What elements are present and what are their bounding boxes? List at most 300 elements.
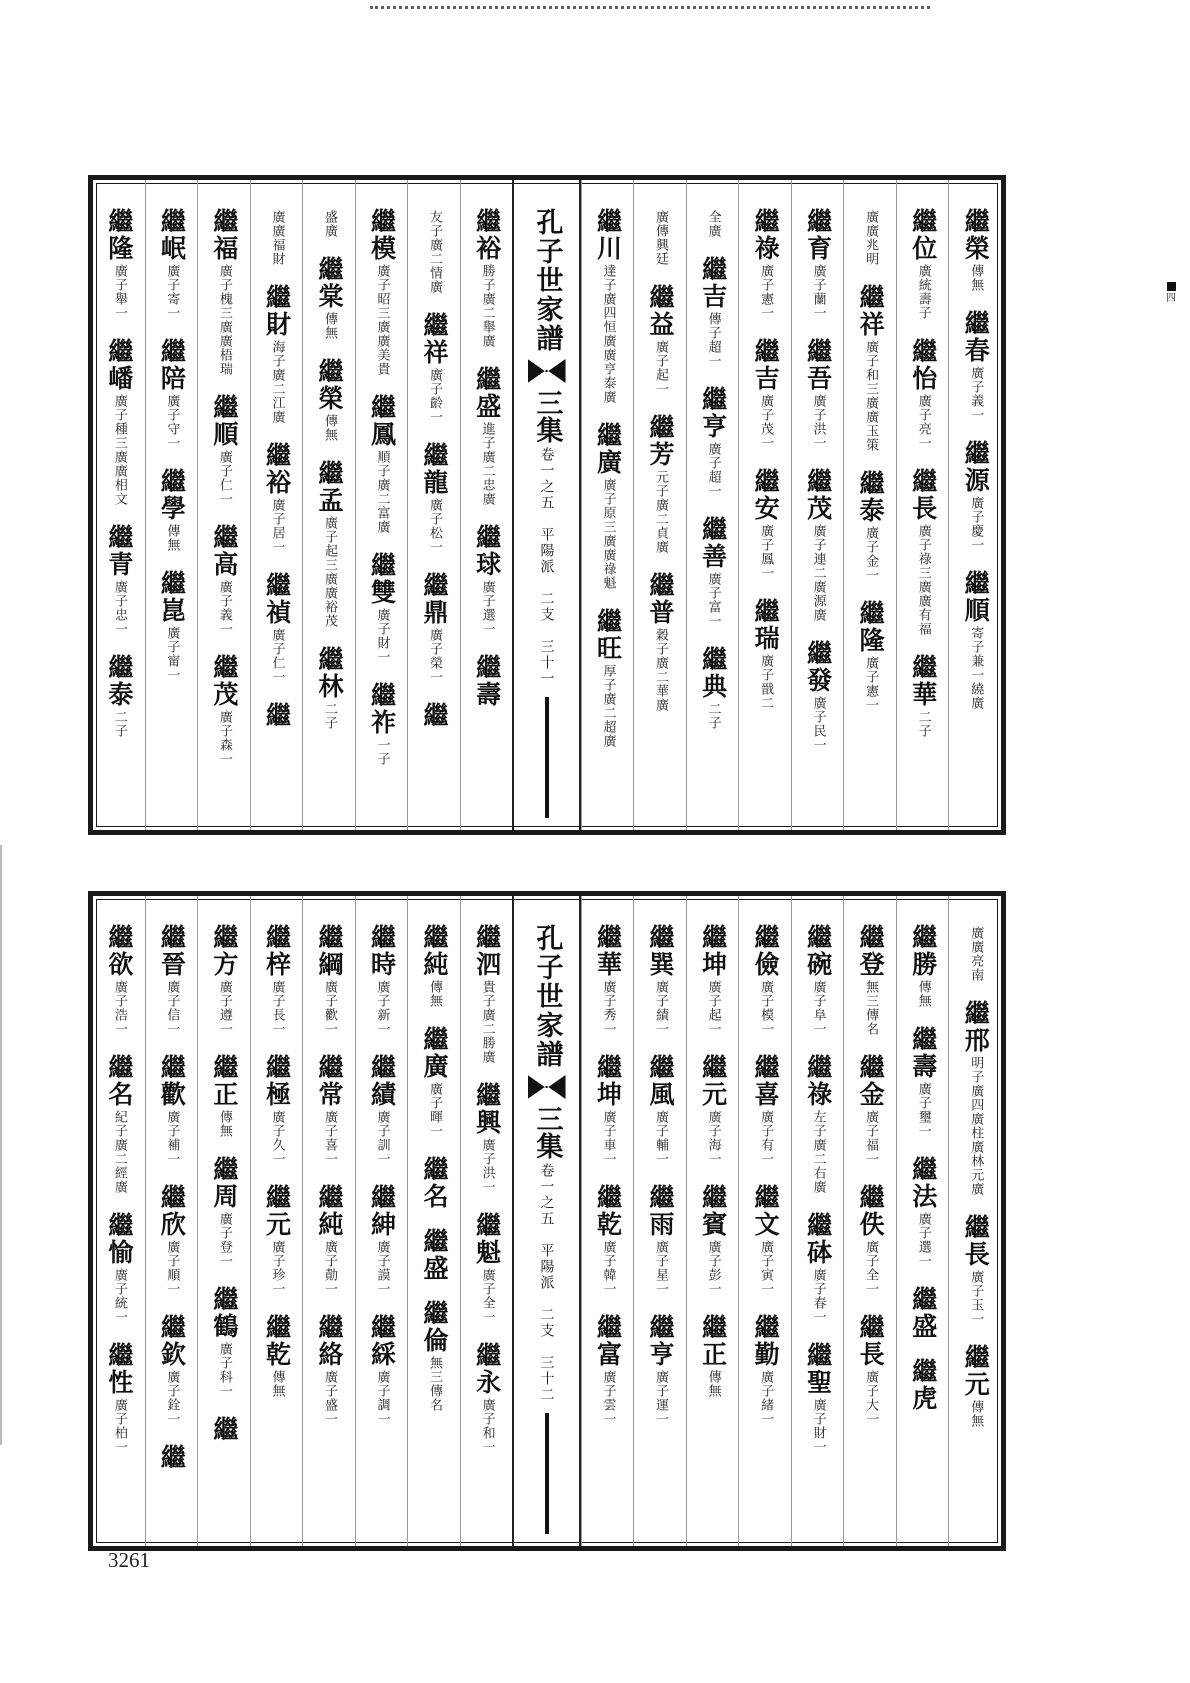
name-column bbox=[633, 180, 686, 830]
genealogy-entry bbox=[210, 1054, 238, 1138]
genealogy-entry bbox=[804, 208, 832, 320]
lineage-note: 廣子緒一 bbox=[758, 1370, 774, 1426]
lineage-note: 廣子遵一 bbox=[216, 980, 232, 1036]
name-column bbox=[250, 180, 303, 830]
lineage-note: 廣廣兆明 bbox=[863, 210, 879, 266]
person-name: 繼永 bbox=[472, 1342, 502, 1396]
person-name: 繼愉 bbox=[104, 1212, 134, 1266]
genealogy-entry bbox=[210, 208, 238, 376]
person-name: 繼吉 bbox=[698, 256, 728, 310]
person-name: 繼儉 bbox=[751, 924, 781, 978]
person-name: 繼高 bbox=[209, 524, 239, 578]
person-name: 繼乾 bbox=[262, 1314, 292, 1368]
lineage-note: 傳無 bbox=[705, 1370, 721, 1398]
lineage-note: 廣子韓一 bbox=[600, 1240, 616, 1296]
name-column bbox=[93, 180, 145, 830]
person-name: 繼文 bbox=[751, 1184, 781, 1238]
person-name: 繼祚 bbox=[367, 682, 397, 736]
person-name: 繼絡 bbox=[314, 1314, 344, 1368]
genealogy-entry bbox=[473, 924, 501, 1064]
person-name: 繼 bbox=[262, 702, 292, 729]
lineage-note: 海子廣二江廣 bbox=[269, 340, 285, 424]
genealogy-entry bbox=[699, 924, 727, 1036]
lineage-note: 廣子補一 bbox=[164, 1110, 180, 1166]
person-name: 繼源 bbox=[961, 440, 991, 494]
genealogy-entry bbox=[210, 1416, 238, 1443]
lineage-note: 廣子財一 bbox=[374, 608, 390, 664]
lineage-note: 廣子福一 bbox=[863, 1110, 879, 1166]
lineage-note: 廣子珍一 bbox=[269, 1240, 285, 1296]
genealogy-entry bbox=[105, 1212, 133, 1324]
genealogy-entry bbox=[210, 524, 238, 636]
genealogy-entry bbox=[856, 1054, 884, 1166]
center-rule bbox=[545, 1413, 549, 1534]
name-column bbox=[302, 896, 355, 1546]
person-name: 繼元 bbox=[698, 1054, 728, 1108]
genealogy-entry bbox=[157, 208, 185, 320]
genealogy-entry bbox=[594, 422, 622, 590]
lineage-note: 廣子起三廣廣裕茂 bbox=[321, 516, 337, 628]
genealogy-entry bbox=[473, 654, 501, 708]
lineage-note: 左子廣二右廣 bbox=[810, 1110, 826, 1194]
person-name: 繼元 bbox=[961, 1344, 991, 1398]
person-name: 繼華 bbox=[908, 654, 938, 708]
person-name: 繼鳳 bbox=[367, 394, 397, 448]
genealogy-entry bbox=[961, 440, 989, 552]
lineage-note: 廣子森一 bbox=[216, 710, 232, 766]
genealogy-entry bbox=[420, 442, 448, 554]
person-name: 繼砵 bbox=[803, 1212, 833, 1266]
person-name: 繼盛 bbox=[908, 1286, 938, 1340]
person-name: 繼茂 bbox=[209, 654, 239, 708]
genealogy-entry bbox=[594, 608, 622, 748]
genealogy-entry bbox=[368, 208, 396, 376]
person-name: 繼喜 bbox=[751, 1054, 781, 1108]
lineage-note: 廣子信一 bbox=[164, 980, 180, 1036]
person-name: 繼廣 bbox=[420, 1026, 450, 1080]
header-column bbox=[512, 180, 580, 830]
lineage-note: 廣子全一 bbox=[479, 1268, 495, 1324]
lineage-note: 廣子大一 bbox=[863, 1370, 879, 1426]
genealogy-entry bbox=[751, 338, 779, 450]
person-name: 繼紳 bbox=[367, 1184, 397, 1238]
name-column bbox=[460, 896, 513, 1546]
genealogy-entry bbox=[909, 924, 937, 1008]
genealogy-entry bbox=[967, 924, 983, 982]
name-column bbox=[145, 896, 198, 1546]
name-column bbox=[633, 896, 686, 1546]
register-title: 孔子世家譜 bbox=[531, 924, 563, 1069]
genealogy-entry bbox=[646, 1054, 674, 1166]
lineage-note: 廣子亮一 bbox=[915, 394, 931, 450]
chapter-subtitle: 卷一之五 平陽派 二支 三十二 bbox=[538, 1163, 555, 1403]
lineage-note: 無三傳名 bbox=[863, 980, 879, 1036]
lineage-note: 廣子鳳一 bbox=[758, 524, 774, 580]
genealogy-entry bbox=[105, 1342, 133, 1454]
genealogy-entry bbox=[315, 1054, 343, 1166]
genealogy-entry bbox=[473, 1212, 501, 1324]
person-name: 繼順 bbox=[961, 570, 991, 624]
genealogy-entry bbox=[751, 598, 779, 710]
center-rule bbox=[545, 697, 549, 818]
genealogy-entry bbox=[909, 208, 937, 320]
genealogy-entry bbox=[268, 208, 284, 266]
person-name: 繼欣 bbox=[157, 1184, 187, 1238]
person-name: 繼祥 bbox=[420, 312, 450, 366]
lineage-note: 廣子仁一 bbox=[216, 450, 232, 506]
lineage-note: 傳無 bbox=[216, 1110, 232, 1138]
genealogy-entry bbox=[804, 338, 832, 450]
person-name: 繼模 bbox=[367, 208, 397, 262]
genealogy-entry bbox=[420, 572, 448, 684]
genealogy-entry bbox=[751, 924, 779, 1036]
person-name: 繼吉 bbox=[751, 338, 781, 392]
genealogy-entry bbox=[321, 208, 337, 238]
name-column bbox=[738, 896, 791, 1546]
person-name: 繼元 bbox=[262, 1184, 292, 1238]
lineage-note: 二子 bbox=[111, 710, 127, 738]
genealogy-entry bbox=[751, 468, 779, 580]
person-name: 繼位 bbox=[908, 208, 938, 262]
lineage-note: 傳無 bbox=[915, 980, 931, 1008]
lineage-note: 廣子寅一 bbox=[758, 1240, 774, 1296]
person-name: 繼名 bbox=[420, 1156, 450, 1210]
person-name: 繼盛 bbox=[472, 366, 502, 420]
person-name: 繼育 bbox=[803, 208, 833, 262]
lineage-note: 廣子慶一 bbox=[968, 496, 984, 552]
person-name: 繼鼎 bbox=[420, 572, 450, 626]
genealogy-entry bbox=[315, 646, 343, 730]
genealogy-entry bbox=[751, 208, 779, 320]
genealogy-entry bbox=[856, 284, 884, 452]
lineage-note: 廣子璽一 bbox=[915, 1082, 931, 1138]
person-name: 繼乾 bbox=[593, 1184, 623, 1238]
genealogy-entry bbox=[262, 702, 290, 729]
lineage-note: 廣子暉一 bbox=[427, 1082, 443, 1138]
genealogy-entry bbox=[262, 284, 290, 424]
person-name: 繼壽 bbox=[908, 1026, 938, 1080]
person-name: 繼純 bbox=[420, 924, 450, 978]
genealogy-entry bbox=[909, 338, 937, 450]
lineage-note: 廣子科一 bbox=[216, 1342, 232, 1398]
genealogy-entry bbox=[157, 338, 185, 450]
person-name: 繼金 bbox=[856, 1054, 886, 1108]
genealogy-entry bbox=[699, 256, 727, 368]
lineage-note: 廣子戩二 bbox=[758, 654, 774, 710]
register-columns bbox=[93, 180, 1001, 830]
genealogy-entry bbox=[262, 1314, 290, 1398]
register-columns bbox=[93, 896, 1001, 1546]
genealogy-entry bbox=[473, 366, 501, 506]
genealogy-entry bbox=[157, 924, 185, 1036]
person-name: 繼福 bbox=[209, 208, 239, 262]
lineage-note: 廣子輔一 bbox=[653, 1110, 669, 1166]
lineage-note: 穀子廣二華廣 bbox=[653, 628, 669, 712]
chapter-subtitle: 卷一之五 平陽派 二支 三十一 bbox=[538, 447, 555, 687]
genealogy-entry bbox=[909, 654, 937, 738]
person-name: 繼邢 bbox=[961, 1000, 991, 1054]
person-name: 繼 bbox=[209, 1416, 239, 1443]
genealogy-entry bbox=[315, 924, 343, 1036]
lineage-note: 傳無 bbox=[968, 264, 984, 292]
lineage-note: 全廣 bbox=[705, 210, 721, 238]
header-column bbox=[512, 896, 580, 1546]
genealogy-entry bbox=[646, 1314, 674, 1426]
person-name: 繼青 bbox=[104, 524, 134, 578]
person-name: 繼名 bbox=[104, 1054, 134, 1108]
person-name: 繼佚 bbox=[856, 1184, 886, 1238]
genealogy-entry bbox=[804, 640, 832, 752]
lineage-note: 廣子原三廣廣祿魁 bbox=[600, 478, 616, 590]
genealogy-entry bbox=[699, 1314, 727, 1398]
person-name: 繼岷 bbox=[157, 208, 187, 262]
lineage-note: 元子廣二貞廣 bbox=[653, 470, 669, 554]
name-column bbox=[145, 180, 198, 830]
genealogy-entry bbox=[473, 1342, 501, 1454]
genealogy-entry bbox=[368, 682, 396, 766]
lineage-note: 廣子超一 bbox=[705, 442, 721, 498]
lineage-note: 廣子彭一 bbox=[705, 1240, 721, 1296]
person-name: 繼勤 bbox=[751, 1314, 781, 1368]
genealogy-entry bbox=[262, 1184, 290, 1296]
genealogy-entry bbox=[315, 1184, 343, 1296]
lineage-note: 盛廣 bbox=[321, 210, 337, 238]
person-name: 繼茂 bbox=[803, 468, 833, 522]
name-column bbox=[581, 896, 634, 1546]
person-name: 繼林 bbox=[314, 646, 344, 700]
lineage-note: 廣子洪一 bbox=[479, 1138, 495, 1194]
genealogy-entry bbox=[699, 1184, 727, 1296]
genealogy-entry bbox=[751, 1184, 779, 1296]
lineage-note: 廣子春一 bbox=[810, 1268, 826, 1324]
genealogy-entry bbox=[961, 208, 989, 292]
name-column bbox=[738, 180, 791, 830]
lineage-note: 廣子居一 bbox=[269, 498, 285, 554]
person-name: 繼棠 bbox=[314, 256, 344, 310]
genealogy-entry bbox=[473, 208, 501, 348]
person-name: 繼球 bbox=[472, 524, 502, 578]
lineage-note: 廣子槐三廣廣梧瑞 bbox=[216, 264, 232, 376]
person-name: 繼瑞 bbox=[751, 598, 781, 652]
lineage-note: 傳無 bbox=[164, 524, 180, 552]
person-name: 繼綵 bbox=[367, 1314, 397, 1368]
lineage-note: 廣子義一 bbox=[216, 580, 232, 636]
person-name: 繼華 bbox=[593, 924, 623, 978]
genealogy-entry bbox=[862, 208, 878, 266]
lineage-note: 廣子松一 bbox=[427, 498, 443, 554]
person-name: 繼壽 bbox=[472, 654, 502, 708]
lineage-note: 二子 bbox=[321, 702, 337, 730]
genealogy-entry bbox=[909, 468, 937, 636]
genealogy-entry bbox=[909, 1358, 937, 1412]
person-name: 繼發 bbox=[803, 640, 833, 694]
genealogy-entry bbox=[315, 358, 343, 442]
person-name: 繼亨 bbox=[698, 386, 728, 440]
name-column bbox=[948, 896, 1001, 1546]
genealogy-entry bbox=[804, 468, 832, 622]
genealogy-entry bbox=[262, 572, 290, 684]
person-name: 繼坤 bbox=[593, 1054, 623, 1108]
lineage-note: 廣子齡一 bbox=[427, 368, 443, 424]
volume-label: 三集 bbox=[531, 389, 563, 443]
genealogy-entry bbox=[594, 1314, 622, 1426]
genealogy-entry bbox=[105, 524, 133, 636]
genealogy-entry bbox=[751, 1054, 779, 1166]
lineage-note: 達子廣四恒廣廣亨泰廣 bbox=[600, 264, 616, 404]
person-name: 繼普 bbox=[646, 572, 676, 626]
person-name: 繼泗 bbox=[472, 924, 502, 978]
name-column bbox=[302, 180, 355, 830]
person-name: 繼廣 bbox=[593, 422, 623, 476]
lineage-note: 廣子銓一 bbox=[164, 1370, 180, 1426]
genealogy-entry bbox=[210, 1156, 238, 1268]
name-column bbox=[686, 180, 739, 830]
lineage-note: 廣子洪一 bbox=[810, 394, 826, 450]
genealogy-entry bbox=[699, 1054, 727, 1166]
person-name: 繼登 bbox=[856, 924, 886, 978]
person-name: 繼鶴 bbox=[209, 1286, 239, 1340]
genealogy-entry bbox=[157, 1054, 185, 1166]
genealogy-entry bbox=[705, 208, 721, 238]
person-name: 繼欲 bbox=[104, 924, 134, 978]
lineage-note: 廣子模一 bbox=[758, 980, 774, 1036]
name-column bbox=[250, 896, 303, 1546]
person-name: 繼碗 bbox=[803, 924, 833, 978]
lineage-note: 廣子金一 bbox=[863, 526, 879, 582]
person-name: 繼榮 bbox=[314, 358, 344, 412]
person-name: 繼巽 bbox=[646, 924, 676, 978]
lineage-note: 明子廣四廣柱廣林元廣 bbox=[968, 1056, 984, 1196]
person-name: 繼魁 bbox=[472, 1212, 502, 1266]
genealogy-entry bbox=[315, 256, 343, 340]
lineage-note: 紀子廣二經廣 bbox=[111, 1110, 127, 1194]
genealogy-entry bbox=[315, 460, 343, 628]
person-name: 繼祿 bbox=[751, 208, 781, 262]
lineage-note: 傳無 bbox=[321, 312, 337, 340]
page-number: 3261 bbox=[108, 1548, 150, 1572]
lineage-note: 廣子祿三廣廣有福 bbox=[915, 524, 931, 636]
name-column bbox=[197, 896, 250, 1546]
lineage-note: 廣子玉一 bbox=[968, 1270, 984, 1326]
genealogy-entry bbox=[105, 924, 133, 1036]
person-name: 繼旺 bbox=[593, 608, 623, 662]
genealogy-entry bbox=[157, 1184, 185, 1296]
genealogy-entry bbox=[210, 924, 238, 1036]
name-column bbox=[407, 896, 460, 1546]
person-name: 繼虎 bbox=[908, 1358, 938, 1412]
lineage-note: 廣子連二廣源廣 bbox=[810, 524, 826, 622]
person-name: 繼雙 bbox=[367, 552, 397, 606]
genealogy-entry bbox=[420, 1156, 448, 1210]
lineage-note: 寄子兼一繞廣 bbox=[968, 626, 984, 710]
lineage-note: 廣子新一 bbox=[374, 980, 390, 1036]
genealogy-entry bbox=[856, 1184, 884, 1296]
lineage-note: 廣子起一 bbox=[653, 340, 669, 396]
person-name: 繼歡 bbox=[157, 1054, 187, 1108]
genealogy-entry bbox=[961, 570, 989, 710]
lineage-note: 二子 bbox=[705, 702, 721, 730]
person-name: 繼裕 bbox=[472, 208, 502, 262]
person-name: 繼績 bbox=[367, 1054, 397, 1108]
person-name: 繼時 bbox=[367, 924, 397, 978]
genealogy-entry bbox=[368, 552, 396, 664]
name-column bbox=[843, 896, 896, 1546]
person-name: 繼順 bbox=[209, 394, 239, 448]
person-name: 繼正 bbox=[209, 1054, 239, 1108]
genealogy-entry bbox=[105, 1054, 133, 1194]
lineage-note: 廣統壽子 bbox=[915, 264, 931, 320]
lineage-note: 廣子阜一 bbox=[810, 980, 826, 1036]
genealogy-entry bbox=[262, 924, 290, 1036]
person-name: 繼崑 bbox=[157, 570, 187, 624]
register-upper bbox=[88, 175, 1006, 835]
name-column bbox=[93, 896, 145, 1546]
person-name: 繼芳 bbox=[646, 414, 676, 468]
lineage-note: 順子廣二富廣 bbox=[374, 450, 390, 534]
person-name: 繼賓 bbox=[698, 1184, 728, 1238]
person-name: 繼欽 bbox=[157, 1314, 187, 1368]
genealogy-entry bbox=[210, 394, 238, 506]
person-name: 繼祿 bbox=[803, 1054, 833, 1108]
genealogy-entry bbox=[368, 394, 396, 534]
person-name: 繼典 bbox=[698, 646, 728, 700]
person-name: 繼陪 bbox=[157, 338, 187, 392]
name-column bbox=[407, 180, 460, 830]
person-name: 繼方 bbox=[209, 924, 239, 978]
genealogy-entry bbox=[262, 442, 290, 554]
genealogy-entry bbox=[961, 1214, 989, 1326]
lineage-note: 廣子昭三廣廣美貴 bbox=[374, 264, 390, 376]
person-name: 繼嶓 bbox=[104, 338, 134, 392]
person-name: 繼聖 bbox=[803, 1342, 833, 1396]
lineage-note: 傳無 bbox=[968, 1400, 984, 1428]
genealogy-entry bbox=[368, 1054, 396, 1166]
lineage-note: 廣子選一 bbox=[479, 580, 495, 636]
genealogy-entry bbox=[699, 516, 727, 628]
person-name: 繼禎 bbox=[262, 572, 292, 626]
genealogy-entry bbox=[594, 1054, 622, 1166]
lineage-note: 廣子車一 bbox=[600, 1110, 616, 1166]
person-name: 繼吾 bbox=[803, 338, 833, 392]
genealogy-entry bbox=[262, 1054, 290, 1166]
lineage-note: 廣傳興廷 bbox=[653, 210, 669, 266]
lineage-note: 廣子義一 bbox=[968, 366, 984, 422]
lineage-note: 廣子富一 bbox=[705, 572, 721, 628]
lineage-note: 廣子統一 bbox=[111, 1268, 127, 1324]
genealogy-entry bbox=[856, 924, 884, 1036]
name-column bbox=[686, 896, 739, 1546]
genealogy-entry bbox=[856, 1314, 884, 1426]
person-name: 繼祥 bbox=[856, 284, 886, 338]
lineage-note: 廣子舉一 bbox=[111, 264, 127, 320]
person-name: 繼長 bbox=[856, 1314, 886, 1368]
lineage-note: 廣子全一 bbox=[863, 1240, 879, 1296]
lineage-note: 廣子起一 bbox=[705, 980, 721, 1036]
person-name: 繼常 bbox=[314, 1054, 344, 1108]
genealogy-entry bbox=[420, 312, 448, 424]
person-name: 繼裕 bbox=[262, 442, 292, 496]
name-column bbox=[460, 180, 513, 830]
genealogy-entry bbox=[210, 1286, 238, 1398]
genealogy-entry bbox=[426, 208, 442, 294]
name-column bbox=[896, 180, 949, 830]
lineage-note: 二子 bbox=[915, 710, 931, 738]
genealogy-entry bbox=[699, 646, 727, 730]
lineage-note: 廣子財一 bbox=[810, 1398, 826, 1454]
lineage-note: 廣子雲一 bbox=[600, 1370, 616, 1426]
name-column bbox=[581, 180, 634, 830]
genealogy-entry bbox=[420, 1026, 448, 1138]
